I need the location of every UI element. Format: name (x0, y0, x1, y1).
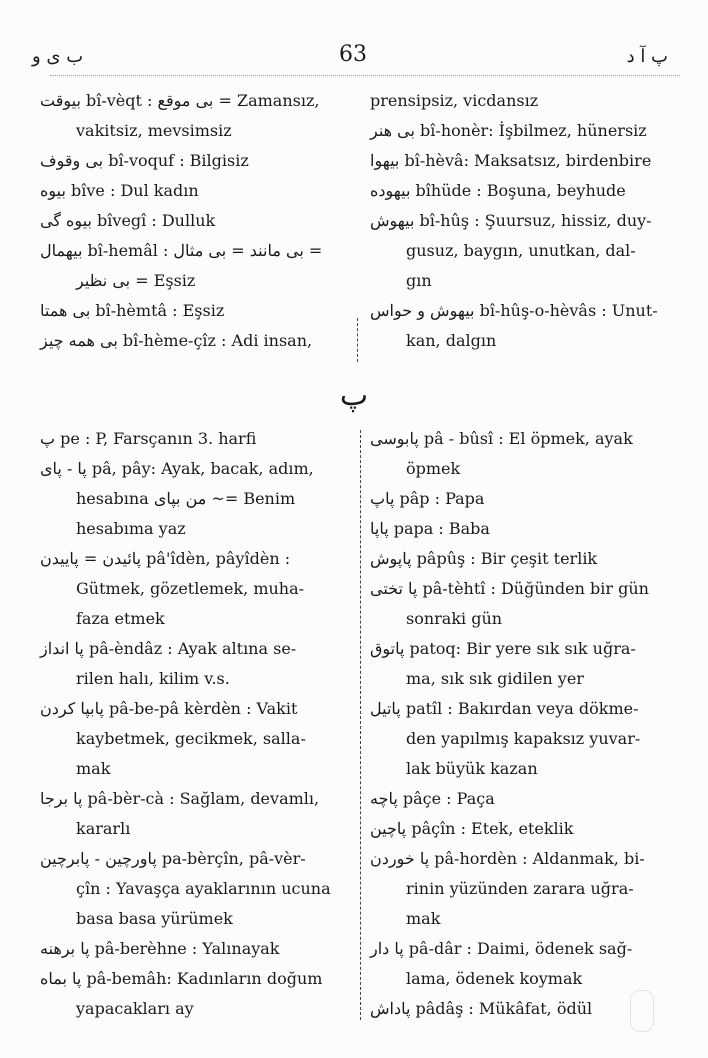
dictionary-entry (370, 634, 672, 694)
entry-continuation: kararlı (76, 819, 131, 838)
entry-continuation: kan, dalgın (406, 331, 497, 350)
entry-continuation: rilen halı, kilim v.s. (76, 669, 230, 688)
left-column-bottom (40, 424, 350, 1024)
entry-continuation: Gütmek, gözetlemek, muha- (76, 579, 305, 598)
dictionary-entry (40, 694, 350, 784)
dictionary-entry (370, 484, 672, 514)
dictionary-entry (370, 544, 672, 574)
entry-headline: پاچه pâçe : Paça (370, 789, 495, 808)
dictionary-entry (370, 934, 672, 994)
section-letter: پ (339, 378, 369, 413)
dictionary-entry (40, 424, 350, 454)
dictionary-entry (370, 176, 672, 206)
entry-headline: پاتیل patîl : Bakırdan veya dökme- (370, 699, 639, 718)
dictionary-entry (370, 994, 672, 1024)
right-column-top (370, 86, 672, 356)
entry-headline: پاتوق patoq: Bir yere sık sık uğra- (370, 639, 636, 658)
entry-continuation: mak (76, 759, 111, 778)
dictionary-entry (370, 574, 672, 634)
page-header (30, 42, 676, 72)
column-divider-bottom (360, 430, 361, 1020)
dictionary-entry (40, 296, 350, 326)
entry-continuation: ma, sık sık gidilen yer (406, 669, 584, 688)
entry-headline: پاورچین - پابرچین pa-bèrçîn, pâ-vèr- (40, 849, 306, 868)
dictionary-entry (370, 116, 672, 146)
entry-headline: بی همه چیز bî-hème-çîz : Adi insan, (40, 331, 313, 350)
entry-headline: پاپا papa : Baba (370, 519, 490, 538)
dictionary-entry (370, 814, 672, 844)
dictionary-entry (370, 296, 672, 356)
entry-headline: پاپوش pâpûş : Bir çeşit terlik (370, 549, 598, 568)
entry-continuation: mak (406, 909, 441, 928)
entry-headline: پا خوردن pâ-hordèn : Aldanmak, bi- (370, 849, 645, 868)
dictionary-entry (40, 454, 350, 544)
header-right-guide: پ آ د (626, 46, 668, 67)
entry-headline: پائیدن = پاییدن pâ'îdèn, pâyîdèn : (40, 549, 291, 568)
dictionary-entry (40, 236, 350, 296)
entry-headline: بی هنر bî-honèr: İşbilmez, hünersiz (370, 121, 647, 140)
left-column-top (40, 86, 350, 356)
entry-headline: پابپا کردن pâ-be-pâ kèrdèn : Vakit (40, 699, 298, 718)
entry-headline: پاداش pâdâş : Mükâfat, ödül (370, 999, 593, 1018)
entry-headline: پاپ pâp : Papa (370, 489, 485, 508)
entry-headline: بیهوش bî-hûş : Şuursuz, hissiz, duy- (370, 211, 652, 230)
header-left-guide: ب ی و (32, 46, 84, 67)
dictionary-entry (370, 514, 672, 544)
dictionary-entry (370, 146, 672, 176)
dictionary-entry (40, 176, 350, 206)
dictionary-entry (40, 634, 350, 694)
dictionary-entry (370, 424, 672, 484)
entry-continuation: basa basa yürümek (76, 909, 233, 928)
entry-headline: پا دار pâ-dâr : Daimi, ödenek sağ- (370, 939, 633, 958)
dictionary-entry (40, 784, 350, 844)
dictionary-entry (40, 844, 350, 934)
dictionary-entry (370, 694, 672, 784)
page-number: 63 (339, 42, 367, 67)
entry-continuation: kaybetmek, gecikmek, salla- (76, 729, 306, 748)
entry-headline: پا برجا pâ-bèr-cà : Sağlam, devamlı, (40, 789, 320, 808)
entry-headline: prensipsiz, vicdansız (370, 91, 539, 110)
dictionary-entry (40, 934, 350, 964)
entry-continuation: rinin yüzünden zarara uğra- (406, 879, 634, 898)
entry-headline: بیوه گی bîvegî : Dulluk (40, 211, 216, 230)
entry-headline: بیوه bîve : Dul kadın (40, 181, 199, 200)
entry-headline: بی همتا bî-hèmtâ : Eşsiz (40, 301, 225, 320)
entry-headline: پا - پای pâ, pây: Ayak, bacak, adım, (40, 459, 314, 478)
entry-continuation: den yapılmış kapaksız yuvar- (406, 729, 641, 748)
dictionary-entry (40, 86, 350, 146)
library-stamp (630, 990, 654, 1032)
entry-continuation: hesabıma yaz (76, 519, 186, 538)
dictionary-entry (40, 964, 350, 1024)
dictionary-entry (370, 86, 672, 116)
dictionary-entry (370, 784, 672, 814)
entry-headline: پاچین pâçîn : Etek, eteklik (370, 819, 574, 838)
entry-continuation: gın (406, 271, 432, 290)
entry-continuation: faza etmek (76, 609, 165, 628)
entry-continuation: çîn : Yavaşça ayaklarının ucuna (76, 879, 331, 898)
entry-continuation: öpmek (406, 459, 461, 478)
entry-headline: پا تختی pâ-tèhtî : Düğünden bir gün (370, 579, 649, 598)
right-column-bottom (370, 424, 672, 1024)
dictionary-entry (370, 844, 672, 934)
entry-continuation: hesabına من بپای ~= Benim (76, 489, 296, 508)
entry-continuation: gusuz, baygın, unutkan, dal- (406, 241, 636, 260)
entry-continuation: lama, ödenek koymak (406, 969, 583, 988)
entry-continuation: vakitsiz, mevsimsiz (76, 121, 232, 140)
entry-headline: پا بماه pâ-bemâh: Kadınların doğum (40, 969, 323, 988)
entry-headline: بی وقوف bî-voquf : Bilgisiz (40, 151, 249, 170)
entry-continuation: sonraki gün (406, 609, 503, 628)
entry-headline: بیهوا bî-hèvâ: Maksatsız, birdenbire (370, 151, 652, 170)
entry-headline: پابوسی pâ - bûsî : El öpmek, ayak (370, 429, 633, 448)
entry-headline: پ pe : P, Farsçanın 3. harfi (40, 429, 257, 448)
entry-headline: بیهمال bî-hemâl : بی مانند = بی مثال = (40, 241, 323, 260)
entry-headline: پا برهنه pâ-berèhne : Yalınayak (40, 939, 280, 958)
entry-continuation: lak büyük kazan (406, 759, 538, 778)
dictionary-entry (40, 146, 350, 176)
column-divider-top (357, 318, 358, 362)
entry-headline: پا انداز pâ-èndâz : Ayak altına se- (40, 639, 297, 658)
dictionary-entry (40, 326, 350, 356)
entry-continuation: yapacakları ay (76, 999, 194, 1018)
entry-headline: بیوقت bî-vèqt : بی موقع = Zamansız, (40, 91, 320, 110)
entry-continuation: بی نظیر = Eşsiz (76, 271, 196, 290)
header-rule (50, 75, 680, 76)
dictionary-entry (40, 206, 350, 236)
entry-headline: بیهوش و حواس bî-hûş-o-hèvâs : Unut- (370, 301, 658, 320)
dictionary-entry (370, 206, 672, 296)
entry-headline: بیهوده bîhüde : Boşuna, beyhude (370, 181, 626, 200)
dictionary-entry (40, 544, 350, 634)
